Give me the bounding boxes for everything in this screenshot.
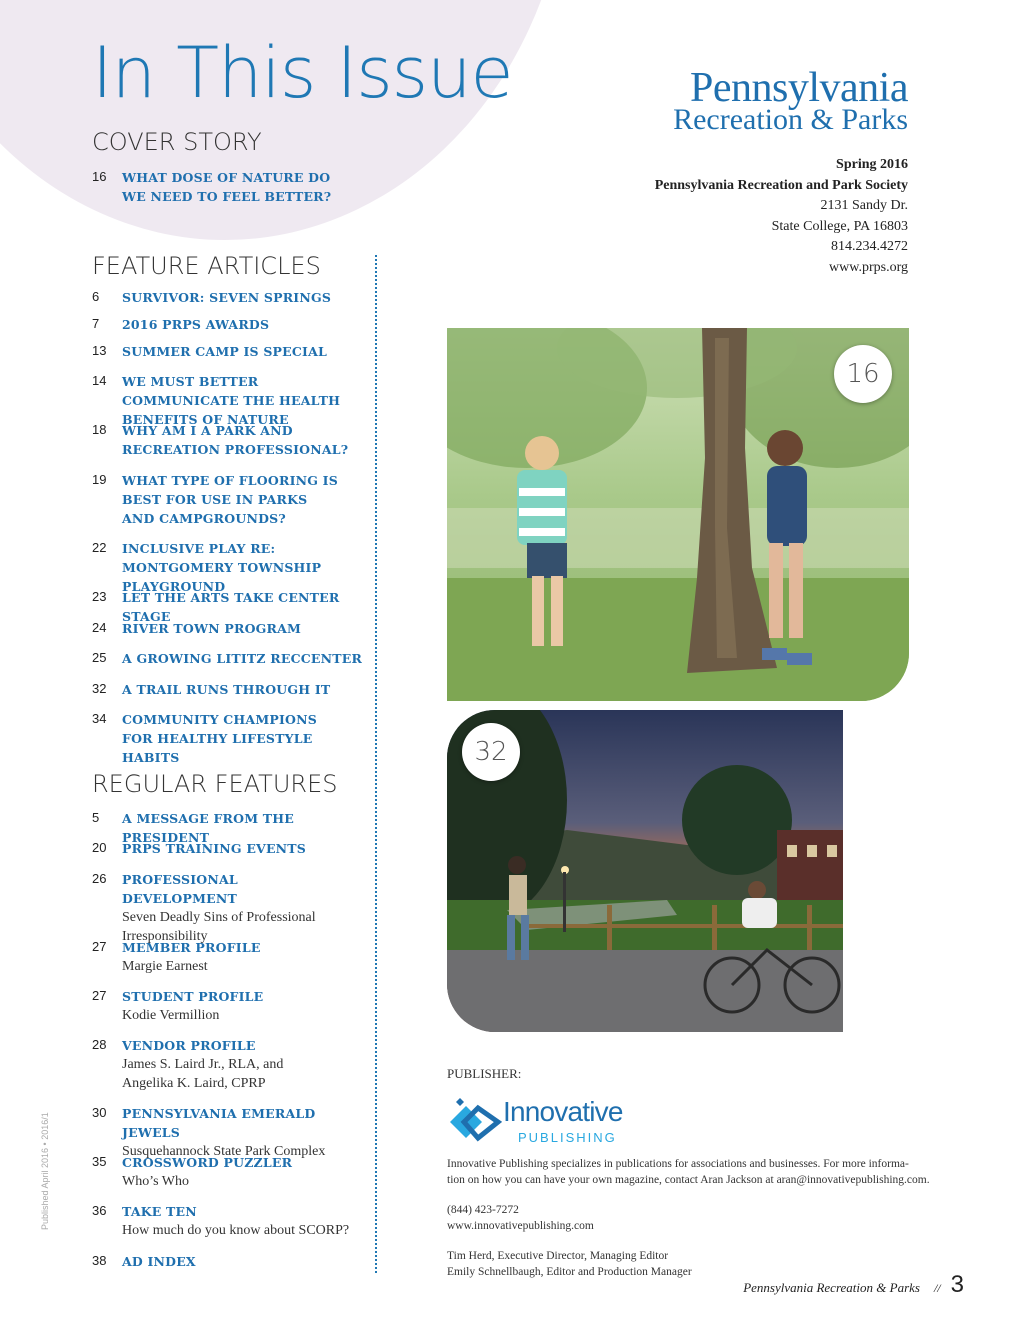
feature-articles-heading: FEATURE ARTICLES <box>92 252 321 280</box>
toc-title: PROFESSIONAL DEVELOPMENT <box>122 872 238 906</box>
toc-entry[interactable] <box>92 421 367 459</box>
toc-subtitle: James S. Laird Jr., RLA, and Angelika K. Laird, CPRP <box>122 1057 284 1091</box>
toc-entry[interactable] <box>92 288 367 307</box>
toc-title: PRPS TRAINING EVENTS <box>122 841 307 856</box>
innovative-publishing-logo-icon <box>446 1098 502 1144</box>
publisher-description <box>447 1157 977 1188</box>
publisher-logo-subword: PUBLISHING <box>518 1130 617 1145</box>
organization-name: Pennsylvania Recreation and Park Society <box>654 177 908 193</box>
toc-subtitle: Kodie Vermillion <box>122 1008 220 1023</box>
toc-entry[interactable] <box>92 680 367 699</box>
toc-page-number: 38 <box>92 1253 107 1268</box>
toc-title: WE MUST BETTER COMMUNICATE THE HEALTH BENEFITS OF NATURE <box>122 374 341 427</box>
toc-entry[interactable] <box>92 342 367 361</box>
city-address: State College, PA 16803 <box>771 218 908 234</box>
publisher-description-line: tion on how you can have your own magazine, contact Aran Jackson at aran@innovativepublishing.com. <box>447 1173 930 1186</box>
publication-date-note: Published April 2016 • 2016/1 <box>40 1112 50 1230</box>
toc-title: AD INDEX <box>122 1254 196 1269</box>
column-divider <box>375 255 377 1273</box>
phone-number: 814.234.4272 <box>831 239 908 254</box>
toc-entry[interactable] <box>92 987 367 1025</box>
masthead <box>655 155 908 278</box>
publisher-logo-word: Innovative <box>503 1096 623 1127</box>
issue-date: Spring 2016 <box>836 157 908 172</box>
toc-entry[interactable] <box>92 710 352 767</box>
toc-title: 2016 PRPS AWARDS <box>122 317 270 332</box>
page-badge: 16 <box>834 345 892 403</box>
toc-title: WHY AM I A PARK AND RECREATION PROFESSIONAL? <box>122 423 349 457</box>
toc-page-number: 19 <box>92 472 107 487</box>
toc-entry[interactable] <box>92 870 337 946</box>
toc-page-number: 28 <box>92 1037 107 1052</box>
toc-page-number: 36 <box>92 1203 107 1218</box>
toc-page-number: 6 <box>92 289 100 304</box>
magazine-logo-line1: Pennsylvania <box>690 65 908 111</box>
toc-title: VENDOR PROFILE <box>122 1038 256 1053</box>
publisher-label: PUBLISHER: <box>447 1066 522 1081</box>
toc-page-number: 27 <box>92 988 107 1003</box>
page-number: 3 <box>950 1271 964 1298</box>
toc-subtitle: Susquehannock State Park Complex <box>122 1144 326 1159</box>
toc-title: TAKE TEN <box>122 1204 197 1219</box>
toc-title: A GROWING LITITZ RECCENTER <box>122 651 363 666</box>
toc-page-number: 16 <box>92 169 107 184</box>
toc-entry[interactable] <box>92 938 367 976</box>
toc-title: LET THE ARTS TAKE CENTER STAGE <box>122 590 340 624</box>
toc-page-number: 30 <box>92 1105 107 1120</box>
magazine-logo-line2: Recreation & Parks <box>673 103 908 136</box>
toc-entry[interactable] <box>92 1202 367 1240</box>
toc-entry[interactable] <box>92 1252 367 1271</box>
toc-subtitle: How much do you know about SCORP? <box>122 1223 350 1238</box>
toc-page-number: 35 <box>92 1154 107 1169</box>
publisher-website[interactable]: www.innovativepublishing.com <box>447 1219 594 1232</box>
toc-title: RIVER TOWN PROGRAM <box>122 621 302 636</box>
toc-page-number: 27 <box>92 939 107 954</box>
toc-page-number: 24 <box>92 620 107 635</box>
toc-title: SURVIVOR: SEVEN SPRINGS <box>122 290 332 305</box>
toc-entry[interactable] <box>92 1153 367 1191</box>
toc-subtitle: Margie Earnest <box>122 959 208 974</box>
footer-magazine-name: Pennsylvania Recreation & Parks <box>743 1280 920 1295</box>
publisher-phone: (844) 423-7272 <box>447 1204 519 1216</box>
staff-line: Tim Herd, Executive Director, Managing Editor <box>447 1250 669 1262</box>
toc-entry[interactable] <box>92 471 342 528</box>
toc-subtitle: Who’s Who <box>122 1174 190 1189</box>
toc-entry[interactable] <box>92 649 367 668</box>
toc-page-number: 23 <box>92 589 107 604</box>
toc-title: COMMUNITY CHAMPIONS FOR HEALTHY LIFESTYLE HABITS <box>122 712 317 765</box>
toc-title: STUDENT PROFILE <box>122 989 264 1004</box>
toc-entry[interactable] <box>92 1036 322 1093</box>
toc-page-number: 13 <box>92 343 107 358</box>
toc-entry[interactable] <box>92 315 367 334</box>
children-under-tree-photo <box>447 328 909 701</box>
toc-entry[interactable] <box>92 619 367 638</box>
footer-separator: // <box>933 1281 941 1295</box>
toc-title: CROSSWORD PUZZLER <box>122 1155 293 1170</box>
toc-page-number: 22 <box>92 540 107 555</box>
toc-page-number: 18 <box>92 422 107 437</box>
trail-at-dusk-photo <box>447 710 843 1032</box>
staff-line: Emily Schnellbaugh, Editor and Production Manager <box>447 1265 692 1278</box>
page-title: In This Issue <box>92 32 513 114</box>
toc-title: PENNSYLVANIA EMERALD JEWELS <box>122 1106 316 1140</box>
toc-page-number: 25 <box>92 650 107 665</box>
toc-page-number: 14 <box>92 373 107 388</box>
toc-title: INCLUSIVE PLAY RE: MONTGOMERY TOWNSHIP PLAYGROUND <box>122 541 322 594</box>
cover-story-heading: COVER STORY <box>92 128 262 156</box>
regular-features-heading: REGULAR FEATURES <box>92 770 338 798</box>
toc-title: MEMBER PROFILE <box>122 940 261 955</box>
toc-title: SUMMER CAMP IS SPECIAL <box>122 344 327 359</box>
toc-subtitle: Seven Deadly Sins of Professional Irresponsibility <box>122 910 316 944</box>
toc-title: WHAT TYPE OF FLOORING IS BEST FOR USE IN PARKS AND CAMPGROUNDS? <box>122 473 338 526</box>
toc-entry[interactable] <box>92 839 367 858</box>
toc-page-number: 5 <box>92 810 100 825</box>
street-address: 2131 Sandy Dr. <box>820 198 908 213</box>
publisher-contact <box>447 1203 977 1234</box>
page-footer <box>743 1271 964 1299</box>
toc-title: WHAT DOSE OF NATURE DO WE NEED TO FEEL BETTER? <box>122 170 332 204</box>
toc-entry[interactable] <box>92 168 342 206</box>
toc-page-number: 26 <box>92 871 107 886</box>
toc-page-number: 20 <box>92 840 107 855</box>
toc-page-number: 34 <box>92 711 107 726</box>
toc-page-number: 32 <box>92 681 107 696</box>
publisher-description-line: Innovative Publishing specializes in publications for associations and businesses. For more informa- <box>447 1158 909 1170</box>
page-badge: 32 <box>462 723 520 781</box>
toc-title: A MESSAGE FROM THE PRESIDENT <box>122 811 295 845</box>
toc-page-number: 7 <box>92 316 100 331</box>
website[interactable]: www.prps.org <box>829 259 908 275</box>
toc-title: A TRAIL RUNS THROUGH IT <box>122 682 331 697</box>
